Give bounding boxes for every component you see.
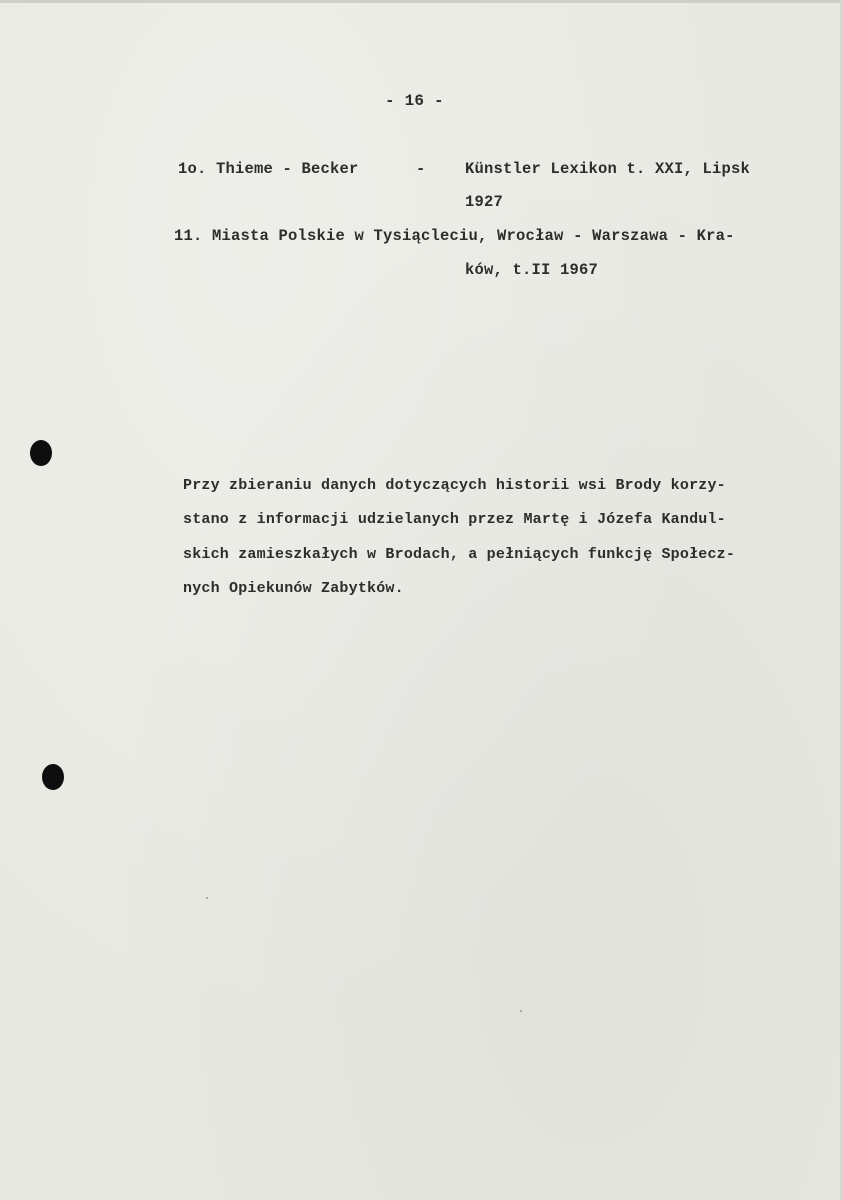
paragraph-line-4: nych Opiekunów Zabytków. <box>183 580 404 597</box>
paper-speck <box>520 1010 522 1012</box>
reference-10-year: 1927 <box>465 193 504 211</box>
page-edge-top <box>0 0 843 3</box>
paper-speck <box>206 897 208 899</box>
paragraph-line-3: skich zamieszkałych w Brodach, a pełniących funkcję Społecz- <box>183 546 736 563</box>
paragraph-line-2: stano z informacji udzielanych przez Martę i Józefa Kandul- <box>183 511 726 528</box>
page-number: - 16 - <box>385 92 444 110</box>
reference-10-title: Künstler Lexikon t. XXI, Lipsk <box>465 160 751 178</box>
reference-11-line-1: 11. Miasta Polskie w Tysiącleciu, Wrocław - Warszawa - Kra- <box>174 227 735 245</box>
paragraph-line-1: Przy zbieraniu danych dotyczących historii wsi Brody korzy- <box>183 477 726 494</box>
punch-hole-top <box>30 440 52 466</box>
reference-10-dash: - <box>416 160 426 178</box>
reference-10-author: 1o. Thieme - Becker <box>178 160 359 178</box>
punch-hole-bottom <box>42 764 64 790</box>
reference-11-line-2: ków, t.II 1967 <box>465 261 599 279</box>
